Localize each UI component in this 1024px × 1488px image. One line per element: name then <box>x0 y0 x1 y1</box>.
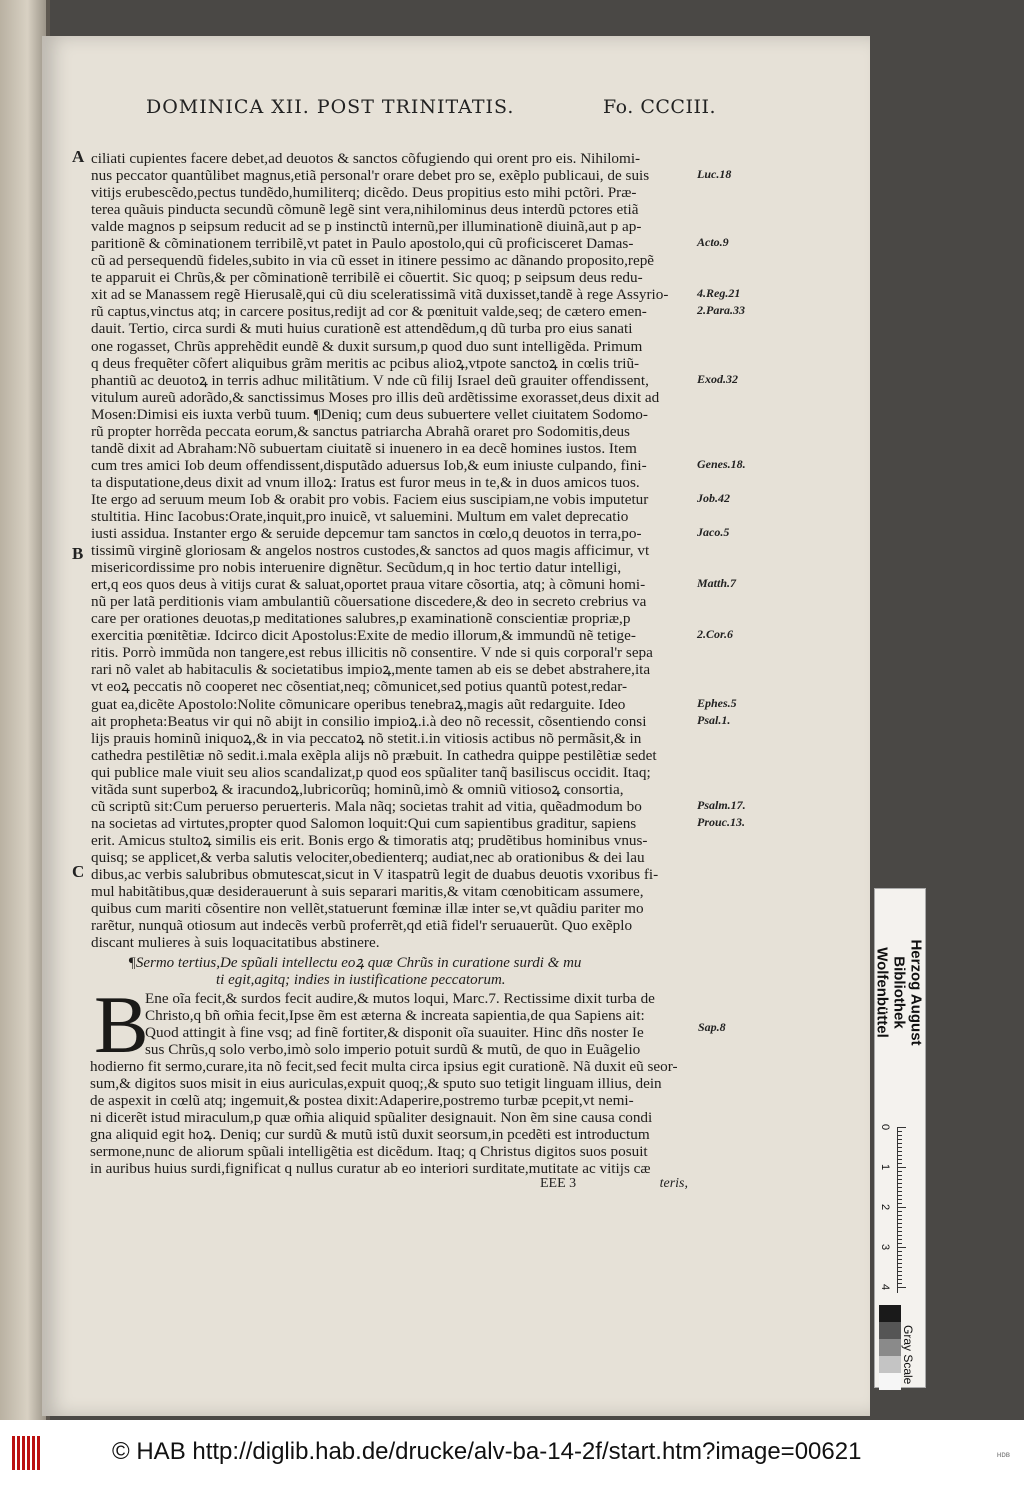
text-line: qui publice male viuit seu alios scandalizat,p quod eos spũaliter tanq̃ basiliscus occidit. Itaq; <box>91 763 651 781</box>
scale-number: 4 <box>879 1283 892 1291</box>
text-line: care per orationes deuotas,p meditationes salubres,p examinationẽ conscientiæ propriæ,p <box>91 610 631 628</box>
running-header <box>146 96 716 118</box>
text-line: cathedra pestilẽtiæ nõ sedit.i.mala exẽpla alijs nõ præbuit. In cathedra quippe pestilẽtiæ sedet <box>91 746 657 764</box>
text-line: iusti assidua. Instanter ergo & seruide depcemur tam sanctos in cœlo,q deuotos in terra,po- <box>91 525 642 543</box>
text-line: misericordissime pro nobis interuenire dignẽtur. Secũdum,q in hoc tertio datur intelligi, <box>91 559 622 577</box>
marginal-note: 2.Para.33 <box>697 303 745 318</box>
scale-tick <box>898 1275 902 1276</box>
text-line: vitijs erubescẽdo,pectus tundẽdo,humiliterq; dicẽdo. Deus propitius esto mihi pctõri. Præ- <box>91 184 637 202</box>
copyright-link[interactable]: © HAB http://diglib.hab.de/drucke/alv-ba-14-2f/start.htm?image=00621 <box>112 1438 862 1465</box>
measurement-scale <box>879 1123 922 1293</box>
scale-tick <box>898 1243 902 1244</box>
scale-tick <box>898 1263 902 1264</box>
marginal-note: 2.Cor.6 <box>697 627 734 642</box>
text-line: xit ad se Manassem regẽ Hierusalẽ,qui cũ diu sceleratissimã vitã duxisset,tandẽ à rege Assyrio- <box>91 286 669 304</box>
text-line: cum tres amici Iob deum offendissent,disputãdo aduersus Iob,& eum iniuste culpando, fini- <box>91 456 647 474</box>
text-line: ait propheta:Beatus vir qui nõ abijt in consilio impioꝝ.i.à deo nõ recessit, cõsentiendo consi <box>91 712 647 730</box>
marginal-note: Psal.1. <box>697 712 731 727</box>
text-line: exercitia pœnitẽtiæ. Idcirco dicit Apostolus:Exite de medio illorum,& immundũ nẽ tetige- <box>91 627 636 645</box>
text-line: rari nõ valet ab habitaculis & societatibus impioꝝ,mente tamen ab eis se debet abstrahere,ita <box>91 661 651 679</box>
sermon-line: Quod attingit à fine vsq; ad finẽ fortiter,& disponit oĩa suauiter. Hinc dñs noster Ie <box>145 1024 644 1042</box>
sermon-line: sum,& digitos suos misit in eius auriculas,expuit quoq;,& sputo suo tetigit linguam illius, dein <box>90 1075 662 1093</box>
scale-tick <box>898 1255 902 1256</box>
text-line: tissimũ virginẽ gloriosam & angelos nostros custodes,& sanctos ad quos magis afficimur, vt <box>91 542 650 560</box>
text-line: te apparuit ei Chrũs,& per cõminationẽ terribilẽ ei cõuertit. Sic quoq; p seipsum deus redu- <box>91 269 643 287</box>
scale-tick <box>898 1131 902 1132</box>
text-line: vt eoꝝ peccatis nõ cooperet nec cõsentiat,neq; cõmunicet,sed potius quantũ potest,redar- <box>91 678 628 696</box>
marginal-note: Exod.32 <box>697 371 739 386</box>
text-line: one rogasset, Chrũs apprehẽdit eundẽ & duxit sursum,p quod duo sunt intelligẽda. Primum <box>91 337 643 355</box>
text-line: phantiũ ac deuotoꝝ in terris adhuc militãtium. V nde cũ filij Israel deũ grauiter offendissent, <box>91 371 649 389</box>
scale-tick <box>898 1135 902 1136</box>
scale-tick <box>898 1271 902 1272</box>
scale-tick <box>898 1183 902 1184</box>
marginal-note: Acto.9 <box>697 235 729 250</box>
marginal-note: Genes.18. <box>697 456 746 471</box>
text-line: discant mulieres à suis loquacitatibus abstinere. <box>91 934 380 952</box>
marginal-note: Luc.18 <box>697 167 732 182</box>
text-line: ritis. Porrò immũda non tangere,est rebus illicitis nõ consentire. V nde si quis corporal'r sepa <box>91 644 653 662</box>
text-line: dauit. Tertio, circa surdi & muti huius curationẽ est attendẽdum,q dũ turba pro eius sanati <box>91 320 633 338</box>
sermon-line: Christo,q bñ om̃ia fecit,Ipse ẽm est æterna & increata sapientia,de qua Sapiens ait: <box>145 1007 645 1025</box>
scale-number: 2 <box>879 1203 892 1211</box>
marginal-note: Sap.8 <box>698 1020 726 1034</box>
sermon-heading-line: ¶Sermo tertius,De spũali intellectu eoꝝ quæ Chrũs in curatione surdi & mu <box>128 955 582 971</box>
scale-tick <box>898 1143 902 1144</box>
scale-tick <box>898 1139 902 1140</box>
sermon-line: ni dicerẽt istud miraculum,p quæ om̃ia aliquid spũaliter designauit. Non ẽm sine causa condi <box>90 1109 653 1127</box>
scale-tick <box>898 1231 902 1232</box>
scale-tick <box>898 1127 906 1128</box>
marginal-note: Job.42 <box>697 491 730 505</box>
drop-capital: B <box>94 979 149 1070</box>
text-line: tandẽ dixit ad Abraham:Nõ subuertam ciuitatẽ si inuenero in ea decẽ homines iustos. Item <box>91 439 637 457</box>
sermon-line: sus Chrũs,q solo verbo,imò solo imperio potuit surdũ & mutũ, de quo in Euãgelio <box>145 1041 641 1059</box>
scale-tick <box>898 1175 902 1176</box>
text-line: guat ea,dicẽte Apostolo:Nolite cõmunicare operibus tenebraꝝ,magis aũt redarguite. Ideo <box>91 695 626 713</box>
scale-tick <box>898 1207 906 1208</box>
scale-tick <box>898 1219 902 1220</box>
scale-tick <box>898 1167 906 1168</box>
sermon-line: sermone,nunc de aliorum spũali intelligẽtia est dicẽdum. Itaq; q Christus digitos suos posuit <box>90 1143 648 1161</box>
scale-tick <box>898 1267 902 1268</box>
scale-tick <box>898 1191 902 1192</box>
scale-tick <box>898 1187 902 1188</box>
scale-tick <box>898 1223 902 1224</box>
page-footer <box>540 1176 688 1192</box>
sermon-line: in auribus huius surdi,fignificat q nullus curatur ab eo interiori surditate,mutitate ac vitijs cæ <box>90 1160 651 1178</box>
scale-tick <box>898 1147 902 1148</box>
header-title: DOMINICA XII. POST TRINITATIS. <box>146 96 515 118</box>
marginal-note: Ephes.5 <box>697 695 737 710</box>
scale-tick <box>898 1215 902 1216</box>
hab-logo-icon <box>12 1436 46 1472</box>
signature-mark: EEE 3 <box>540 1176 577 1191</box>
text-line: cũ scriptũ sit:Cum peruerso peruerteris. Mala nãq; societas trahit ad vitia, quẽadmodum bo <box>91 797 642 815</box>
library-ruler <box>874 888 926 1388</box>
gray-swatch <box>879 1373 901 1390</box>
gray-scale-swatches <box>879 1305 901 1390</box>
scale-tick <box>898 1171 902 1172</box>
text-line: Mosen:Dimisi eis iuxta verbũ tuum. ¶Deniq; cum deus subuertere vellet ciuitatem Sodomo- <box>91 405 648 423</box>
folio-number: Fo. CCCIII. <box>603 96 716 118</box>
text-line: lijs prauis hominũ iniquoꝝ,& in via peccatoꝝ nõ stetit.i.in vitiosis actibus nõ permãsit,& in <box>91 729 642 747</box>
sermon-line: Ene oĩa fecit,& surdos fecit audire,& mutos loqui, Marc.7. Rectissime dixit turba de <box>145 990 655 1007</box>
sermon-text-block <box>90 990 691 1178</box>
text-line: cũ ad persequendũ fideles,subito in via cũ esset in itinere pessimo ac dãnando proposito,repẽ <box>91 252 655 270</box>
scale-tick <box>898 1195 902 1196</box>
gray-swatch <box>879 1322 901 1339</box>
scale-tick <box>898 1259 902 1260</box>
text-line: valde magnos p seipsum reducit ad se p instinctũ internũ,per illuminationẽ diuinã,aut p ap- <box>91 218 642 236</box>
scale-tick <box>898 1155 902 1156</box>
scale-tick <box>898 1211 902 1212</box>
scale-tick <box>898 1247 906 1248</box>
text-line: vitãda sunt superboꝝ & iracundoꝝ,lubricorũq; hominũ,imò & omniũ vitiosoꝝ consortia, <box>91 780 624 798</box>
text-line: mul habitãtibus,quæ desiderauerunt à suis separari maritis,& vitam cœnobiticam assumere, <box>91 883 644 901</box>
text-line: vitulum aureũ adorãdo,& sanctissimus Moses pro illis deũ ardẽtissime exorasset,deus dixit ad <box>91 388 660 406</box>
text-line: q deus frequẽter cõfert aliquibus grãm meritis ac pcibus alioꝝ,vtpote sanctoꝝ in cœlis triũ- <box>91 354 640 372</box>
gray-scale-label: Gray Scale <box>901 1325 915 1385</box>
marginal-note: Jaco.5 <box>697 525 730 540</box>
scale-tick <box>898 1239 902 1240</box>
scale-number: 1 <box>879 1163 892 1171</box>
text-line: ciliati cupientes facere debet,ad deuotos & sanctos cõfugiendo qui orent pro eis. Nihilomi- <box>91 150 641 167</box>
gray-swatch <box>879 1356 901 1373</box>
text-line: stultitia. Hinc Iacobus:Orate,inquit,pro inuicẽ, vt saluemini. Multum em valet deprecatio <box>91 507 629 525</box>
scale-tick <box>898 1279 902 1280</box>
sermon-heading <box>128 955 688 989</box>
corner-mark: ʜᴅʙ <box>996 1450 1010 1459</box>
scale-tick <box>898 1227 902 1228</box>
sermon-line: de aspexit in cœlũ atq; ingemuit,& postea dixit:Adaperire,postremo turbæ pcepit,vt nemi- <box>90 1092 634 1110</box>
marginal-note: Prouc.13. <box>697 814 745 829</box>
gray-swatch <box>879 1339 901 1356</box>
section-marker-c: C <box>72 862 85 881</box>
text-line: terea quãuis pinducta secundũ cõmunẽ legẽ sint vera,nihilominus deus interdũ pctores etiã <box>91 201 639 219</box>
text-line: rũ propter horrẽda peccata eorum,& sanctus patriarcha Abrahã oraret pro Sodomitis,deus <box>91 422 630 440</box>
section-marker-b: B <box>72 544 84 563</box>
library-label: Herzog August Bibliothek Wolfenbüttel <box>873 939 925 1046</box>
sermon-line: hodierno fit sermo,curare,ita nõ fecit,sed fecit multa circa ipsius egit curationẽ. Nã duxit eũ seor- <box>90 1058 678 1076</box>
text-line: quisq; se applicet,& verba salutis velociter,obedienterq; audiat,nec ab orationibus & dei lau <box>91 848 645 866</box>
scale-tick <box>898 1283 902 1284</box>
marginal-note: Matth.7 <box>697 576 737 591</box>
text-line: rũ captus,vinctus atq; in carcere positus,redijt ad cor & pœnituit valde,seq; de cætero emen- <box>91 303 647 321</box>
scale-tick <box>898 1251 902 1252</box>
text-line: ert,q eos quos deus à vitijs curat & saluat,oportet praua vitare cõsortia, atq; à cõmuni homi- <box>91 576 646 594</box>
scale-tick <box>898 1199 902 1200</box>
text-line: nũ per latã perditionis viam ambulantiũ cõuersatione discedere,& deo in secreto crebrius va <box>91 593 647 611</box>
text-line: quibus cum mariti cõsentire non vellẽt,statuerunt fœminæ illæ inter se,vt quãdiu pariter mo <box>91 900 644 918</box>
text-line: na societas ad virtutes,propter quod Salomon loquit:Qui cum sapientibus graditur, sapiens <box>91 814 637 832</box>
sermon-line: gna aliquid egit hoꝝ. Deniq; cur surdũ & mutũ istũ duxit seorsum,in pcedẽti est introductum <box>90 1126 650 1144</box>
text-line: Ite ergo ad seruum meum Iob & orabit pro vobis. Faciem eius suscipiam,ne vobis imputetur <box>91 490 649 508</box>
scale-tick <box>898 1235 902 1236</box>
text-line: dibus,ac verbis salubribus obmutescat,sicut in V itaspatrũ legit de duabus deuotis vxoribus fi- <box>91 865 659 883</box>
scale-tick <box>898 1203 902 1204</box>
text-line: ta disputatione,deus dixit ad vnum illoꝝ: Iratus est furor meus in te,& in duos amicos tuos. <box>91 473 640 491</box>
scale-tick <box>898 1163 902 1164</box>
marginal-note: Psalm.17. <box>697 797 746 812</box>
viewer-footer-bar <box>0 1420 1024 1488</box>
text-line: erit. Amicus stultoꝝ similis eis erit. Bonis ergo & timoratis atq; prudẽtibus hominibus vnus- <box>91 831 648 849</box>
scale-number: 3 <box>879 1243 892 1251</box>
marginal-note: 4.Reg.21 <box>697 286 741 301</box>
sermon-heading-line: ti egit,agitq; indies in iustificatione peccatorum. <box>216 972 506 988</box>
scale-tick <box>898 1179 902 1180</box>
text-line: nus peccator quantũlibet magnus,etiã personal'r orare debet pro se, exẽplo publicaui, de suis <box>91 167 650 185</box>
main-text-block <box>91 150 691 951</box>
scale-tick <box>898 1287 906 1288</box>
scale-tick <box>898 1151 902 1152</box>
gray-swatch <box>879 1305 901 1322</box>
scale-number: 0 <box>879 1123 892 1131</box>
scale-tick <box>898 1159 902 1160</box>
section-marker-a: A <box>72 147 85 166</box>
text-line: paritionẽ & cõminationem terribilẽ,vt patet in Paulo apostolo,qui cũ proficisceret Damas- <box>91 235 634 253</box>
text-line: rarẽtur, nunquã otiosum aut indecẽs verbũ proferrẽt,qd etiã fidel'r seruauerũt. Quo exẽplo <box>91 917 633 935</box>
catchword: teris, <box>659 1176 688 1191</box>
